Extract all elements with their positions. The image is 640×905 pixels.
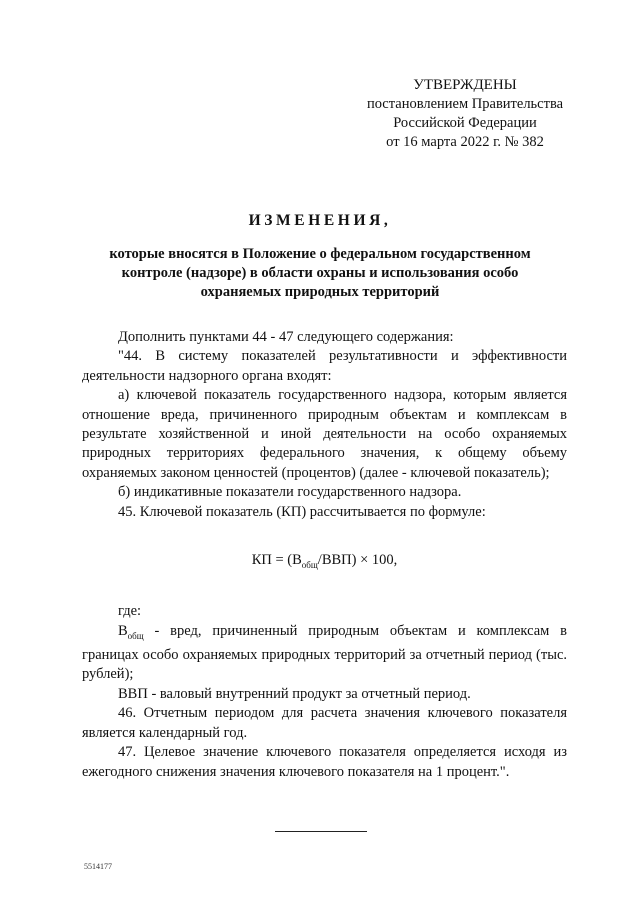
formula bbox=[82, 551, 567, 575]
document-title: ИЗМЕНЕНИЯ, bbox=[248, 212, 392, 229]
approval-title: УТВЕРЖДЕНЫ bbox=[413, 77, 517, 93]
paragraph-45: 45. Ключевой показатель (КП) рассчитывается по формуле: bbox=[118, 503, 486, 520]
paragraph-46: 46. Отчетным периодом для расчета значения ключевого показателя является календарный год. bbox=[82, 705, 567, 741]
paragraph-44: "44. В систему показателей результативности и эффективности деятельности надзорного органа входят: bbox=[82, 348, 567, 384]
formula-prefix: КП = (В bbox=[251, 552, 302, 569]
definition-text: - вред, причиненный природным объектам и комплексам в границах особо охраняемых природных территорий за отчетный период (тыс. рублей); bbox=[82, 622, 567, 683]
document-subtitle-line-1: которые вносятся в Положение о федеральном государственном bbox=[109, 246, 531, 262]
document-body bbox=[82, 328, 567, 782]
formula-subscript: общ bbox=[301, 559, 318, 570]
definition-symbol: В bbox=[118, 622, 128, 639]
paragraph-where: где: bbox=[118, 603, 142, 620]
paragraph-definition-vvp: ВВП - валовый внутренний продукт за отчетный период. bbox=[118, 685, 471, 702]
end-divider bbox=[275, 831, 367, 832]
paragraph-44-a: а) ключевой показатель государственного надзора, которым является отношение вреда, причиненного природным объектам и комплексам в результате хозяйственной и иной деятельности на особо охраняемых природных территориях федерального значения, к общему объему охраняемых законом ценностей (процентов) (далее - ключевой показатель); bbox=[82, 387, 567, 481]
document-subtitle-line-3: охраняемых природных территорий bbox=[200, 284, 440, 300]
document-subtitle-line-2: контроле (надзоре) в области охраны и использования особо bbox=[121, 265, 519, 281]
paragraph-intro: Дополнить пунктами 44 - 47 следующего содержания: bbox=[118, 329, 454, 345]
paragraph-definition-v bbox=[82, 622, 567, 685]
approval-line-2: Российской Федерации bbox=[393, 115, 537, 131]
approval-line-1: постановлением Правительства bbox=[366, 96, 564, 112]
formula-suffix: /ВВП) × 100, bbox=[317, 552, 398, 569]
paragraph-44-b: б) индикативные показатели государственного надзора. bbox=[118, 484, 462, 501]
approval-block bbox=[340, 76, 590, 152]
paragraph-47: 47. Целевое значение ключевого показателя определяется исходя из ежегодного снижения значения ключевого показателя на 1 процент.". bbox=[82, 744, 567, 780]
footer-code: 5514177 bbox=[84, 862, 112, 871]
approval-line-3: от 16 марта 2022 г. № 382 bbox=[386, 134, 544, 150]
document-heading bbox=[70, 212, 570, 302]
definition-subscript: общ bbox=[127, 630, 144, 641]
